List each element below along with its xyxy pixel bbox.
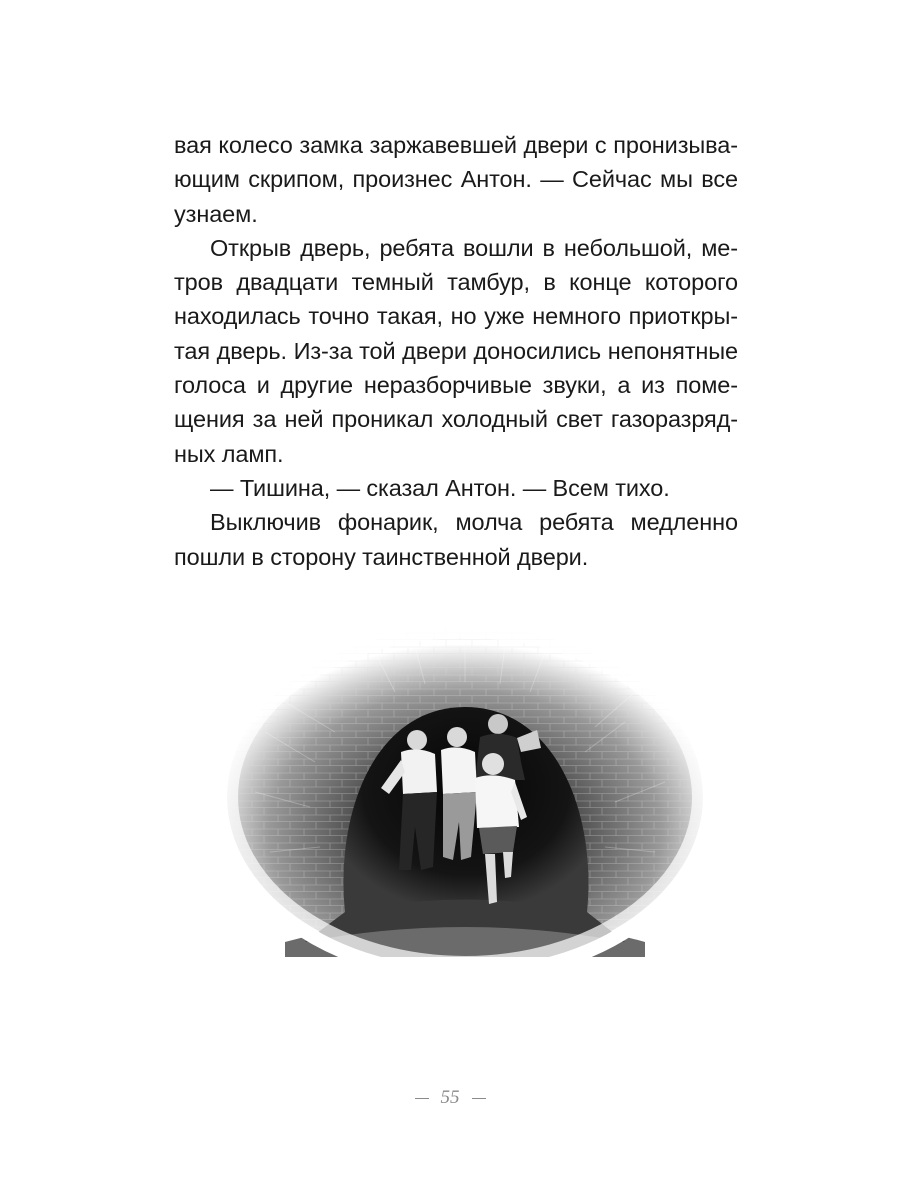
text-line: Выключив фонарик, молча ребята медленно [210, 509, 738, 536]
text-line: узнаем. [174, 200, 258, 227]
text-line: Открыв дверь, ребята вошли в небольшой, ме- [210, 234, 738, 261]
text-line: пошли в сторону таинственной двери. [174, 543, 589, 570]
page-body-text [174, 128, 738, 574]
page-number [0, 1087, 900, 1109]
text-line: тров двадцати темный тамбур, в конце которого [174, 269, 738, 296]
text-line: вая колесо замка заржавевшей двери с пронизыва- [174, 132, 738, 158]
text-line: — Тишина, — сказал Антон. — Всем тихо. [210, 474, 670, 501]
text-line: тая дверь. Из-за той двери доносились непонятные [174, 337, 738, 364]
text-line: находилась точно такая, но уже немного приоткры- [174, 303, 738, 330]
text-line: щения за ней проникал холодный свет газоразряд- [174, 406, 738, 433]
page-number-value: 55 [440, 1087, 460, 1108]
text-line: ющим скрипом, произнес Антон. — Сейчас мы все [174, 166, 738, 193]
tunnel-photo-icon [225, 612, 705, 957]
text-line: голоса и другие неразборчивые звуки, а из поме- [174, 372, 738, 399]
dash-icon [472, 1098, 486, 1100]
dash-icon [415, 1098, 429, 1100]
text-line: ных ламп. [174, 440, 284, 467]
